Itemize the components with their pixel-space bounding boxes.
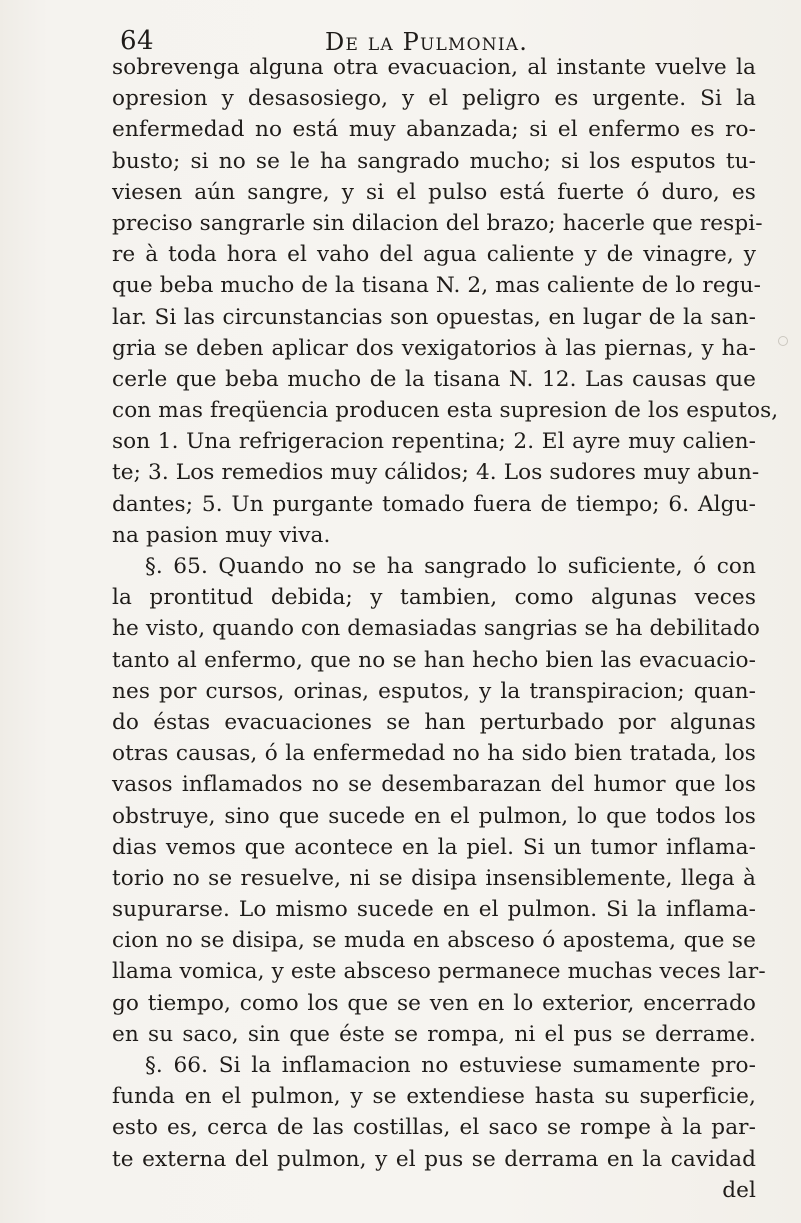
paper-speck [778, 336, 788, 346]
text-line: funda en el pulmon, y se extendiese hasta su superficie, [112, 1084, 756, 1110]
text-line: enfermedad no está muy abanzada; si el enfermo es ro- [112, 117, 756, 143]
text-line: esto es, cerca de las costillas, el saco se rompe à la par- [112, 1115, 756, 1141]
text-line: llama vomica, y este absceso permanece muchas veces lar- [112, 959, 766, 985]
text-line: he visto, quando con demasiadas sangrias se ha debilitado [112, 616, 760, 642]
text-line: vasos inflamados no se desembarazan del humor que los [112, 772, 756, 798]
text-line: viesen aún sangre, y si el pulso está fuerte ó duro, es [112, 179, 756, 205]
body-text [112, 52, 779, 1206]
text-line: sobrevenga alguna otra evacuacion, al instante vuelve la [112, 55, 756, 80]
text-line: opresion y desasosiego, y el peligro es urgente. Si la [112, 86, 756, 112]
text-line: te externa del pulmon, y el pus se derrama en la cavidad [112, 1146, 756, 1172]
page-number: 64 [120, 26, 155, 56]
text-line: re à toda hora el vaho del agua caliente y de vinagre, y [112, 242, 756, 268]
text-line: go tiempo, como los que se ven en lo exterior, encerrado [112, 990, 756, 1016]
text-line: tanto al enfermo, que no se han hecho bien las evacuacio- [112, 647, 756, 673]
text-line: te; 3. Los remedios muy cálidos; 4. Los sudores muy abun- [112, 460, 760, 486]
text-line: do éstas evacuaciones se han perturbado por algunas [112, 709, 756, 735]
catchword: del [722, 1177, 756, 1203]
text-line: son 1. Una refrigeracion repentina; 2. El ayre muy calien- [112, 429, 756, 455]
text-line: torio no se resuelve, ni se disipa insensiblemente, llega à [112, 865, 756, 891]
text-line: na pasion muy viva. [112, 522, 331, 548]
text-line: otras causas, ó la enfermedad no ha sido bien tratada, los [112, 741, 756, 767]
text-line: nes por cursos, orinas, esputos, y la transpiracion; quan- [112, 678, 756, 704]
text-line: cerle que beba mucho de la tisana N. 12. Las causas que [112, 366, 756, 392]
text-line: que beba mucho de la tisana N. 2, mas caliente de lo regu- [112, 273, 762, 299]
text-line: busto; si no se le ha sangrado mucho; si los esputos tu- [112, 148, 756, 174]
text-line: lar. Si las circunstancias son opuestas, en lugar de la san- [112, 304, 756, 330]
paragraph-start-65: §. 65. Quando no se ha sangrado lo suficiente, ó con [145, 554, 756, 579]
text-line: preciso sangrarle sin dilacion del brazo; hacerle que respi- [112, 210, 763, 236]
text-line: la prontitud debida; y tambien, como algunas veces [112, 585, 756, 611]
text-line: gria se deben aplicar dos vexigatorios à las piernas, y ha- [112, 335, 756, 361]
text-line: cion no se disipa, se muda en absceso ó apostema, que se [112, 928, 756, 954]
text-line: dantes; 5. Un purgante tomado fuera de tiempo; 6. Algu- [112, 491, 756, 517]
text-line: con mas freqüencia producen esta supresion de los esputos, [112, 398, 779, 424]
text-line: obstruye, sino que sucede en el pulmon, lo que todos los [112, 803, 756, 829]
page-heading: De la Pulmonia. [325, 28, 529, 56]
text-line: dias vemos que acontece en la piel. Si un tumor inflama- [112, 834, 756, 860]
paragraph-start-66: §. 66. Si la inflamacion no estuviese sumamente pro- [145, 1053, 756, 1078]
text-line: en su saco, sin que éste se rompa, ni el pus se derrame. [112, 1021, 756, 1047]
text-line: supurarse. Lo mismo sucede en el pulmon. Si la inflama- [112, 897, 756, 923]
